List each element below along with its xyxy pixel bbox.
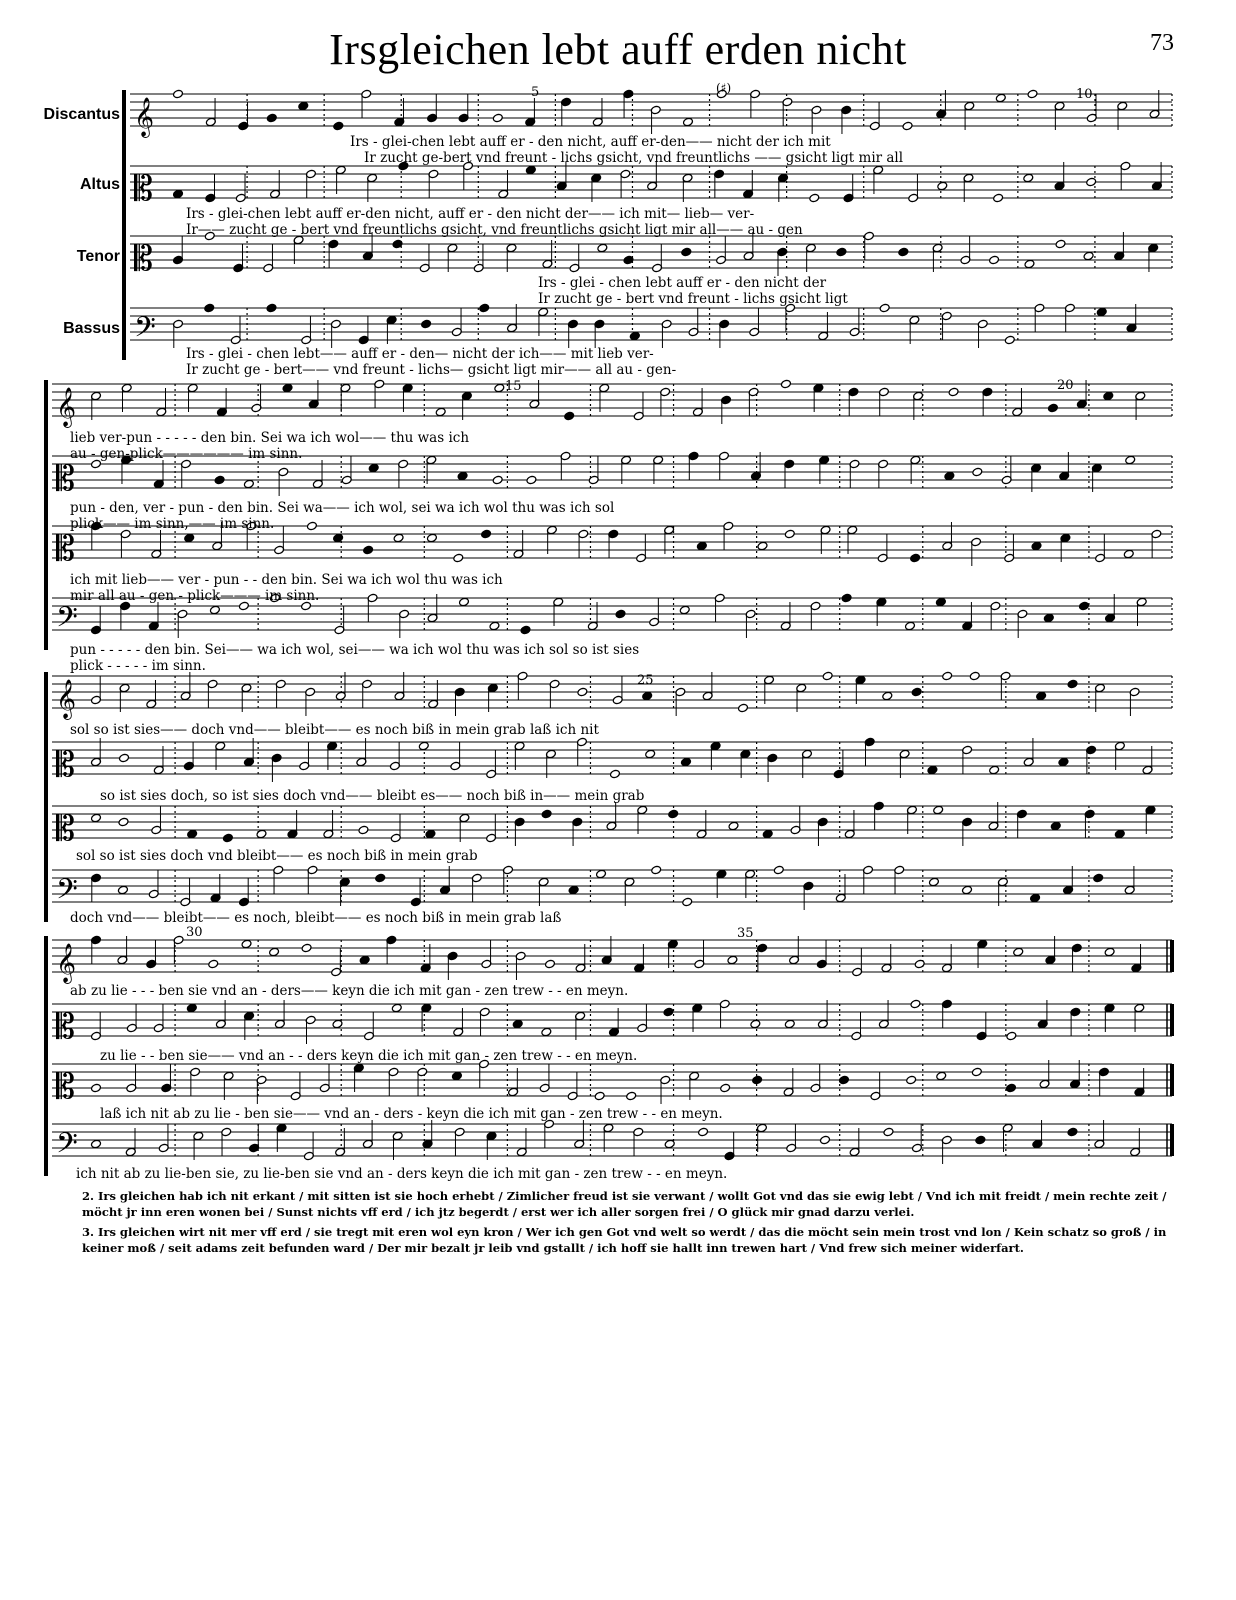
page-number: 73 <box>1150 30 1174 56</box>
notehead <box>282 383 293 393</box>
lyric-line: pun - den, ver - pun - den bin. Sei wa—— ich wol, sei wa ich wol thu was ich sol <box>70 500 615 516</box>
notehead <box>526 475 537 485</box>
bass-clef-icon: 𝄢 <box>134 311 156 351</box>
notehead <box>1047 403 1058 413</box>
lyric-line: Irs - glei - chen lebt auff er - den nicht der <box>538 275 827 291</box>
notehead <box>683 117 694 127</box>
notehead <box>91 1139 102 1149</box>
notehead <box>489 621 500 631</box>
notehead <box>910 553 921 563</box>
notehead <box>668 809 679 819</box>
notehead <box>942 671 953 681</box>
notehead <box>375 873 386 883</box>
notehead <box>208 959 219 969</box>
lyric-line: ich mit lieb—— ver - pun - - den bin. Sei wa ich wol thu was ich <box>70 572 503 588</box>
notehead <box>629 331 640 341</box>
notehead <box>679 605 690 615</box>
notehead <box>243 479 254 489</box>
additional-stanzas <box>82 1188 1172 1260</box>
notehead <box>564 411 575 421</box>
lyric-line: sol so ist sies—— doch vnd—— bleibt—— es noch biß in mein grab laß ich nit <box>70 722 599 738</box>
notehead <box>298 101 309 111</box>
lyric-line: ab zu lie - - - ben sie vnd an - ders—— keyn die ich mit gan - zen trew - - en meyn. <box>70 983 629 999</box>
c-clef-icon: 𝄡 <box>56 1007 75 1047</box>
notehead <box>971 1067 982 1077</box>
notehead <box>1004 335 1015 345</box>
c-clef-icon: 𝄡 <box>134 239 153 279</box>
notehead <box>596 869 607 879</box>
notehead <box>541 809 552 819</box>
lyric-line: plick - - - - - im sinn. <box>70 658 206 674</box>
notehead <box>333 533 344 543</box>
notehead <box>937 181 948 191</box>
notehead <box>1043 613 1054 623</box>
notehead <box>663 1007 674 1017</box>
notehead <box>368 463 379 473</box>
notehead <box>1103 391 1114 401</box>
notehead <box>173 189 184 199</box>
notehead <box>391 1003 402 1013</box>
notehead <box>541 1027 552 1037</box>
notehead <box>989 255 1000 265</box>
lyric-line: Ir—— zucht ge - bert vnd freuntlichs gsicht, vnd freuntlichs gsicht ligt mir all—— au - gen <box>186 222 803 238</box>
lyric-line: Irs - glei-chen lebt auff er-den nicht, auff er - den nicht der—— ich mit— lieb— ver- <box>186 206 755 222</box>
lyric-line: zu lie - - ben sie—— vnd an - - ders keyn die ich mit gan - zen trew - - en meyn. <box>100 1048 638 1064</box>
notehead <box>757 541 768 551</box>
notehead <box>544 959 555 969</box>
c-clef-icon: 𝄡 <box>56 809 75 849</box>
lyric-line: doch vnd—— bleibt—— es noch, bleibt—— es noch biß in mein grab laß <box>70 910 562 926</box>
notehead <box>512 1019 523 1029</box>
lyric-line: lieb ver-pun - - - - - den bin. Sei wa ich wol—— thu was ich <box>70 430 470 446</box>
measure-number: 10 <box>1076 87 1093 102</box>
notehead <box>1114 829 1125 839</box>
c-clef-icon: 𝄡 <box>56 459 75 499</box>
notehead <box>645 749 656 759</box>
notehead <box>914 959 925 969</box>
notehead <box>698 1127 709 1137</box>
bass-clef-icon: 𝄢 <box>56 601 78 641</box>
notehead <box>651 865 662 875</box>
notehead <box>1083 251 1094 261</box>
notehead <box>822 671 833 681</box>
notehead <box>435 407 446 417</box>
lyric-line: au - gen-plick—————— im sinn. <box>70 446 303 462</box>
notehead <box>204 303 215 313</box>
notehead <box>421 319 432 329</box>
notehead <box>820 1135 831 1145</box>
notehead <box>1058 757 1069 767</box>
notehead <box>993 193 1004 203</box>
notehead <box>906 1075 917 1085</box>
notehead <box>184 533 195 543</box>
c-clef-icon: 𝄡 <box>56 1067 75 1107</box>
measure-number: 25 <box>637 673 654 688</box>
lyric-line: Irs - glei - chen lebt—— auff er - den— nicht der ich—— mit lieb ver- <box>186 346 654 362</box>
stanza-3: 3. Irs gleichen wirt nit mer vff erd / sie tregt mit eren wol eyn kron / Wer ich gen Got vnd welt so werdt / das die möcht sein mein trost vnd lon / Kein schatz so groß / in keiner moß / seit adams zeit befunden ward / Der mir bezalt jr leib vnd gstallt / ich hoff sie hallt inn trewen hart / Vnd frew sich meiner widerfart. <box>82 1225 1167 1255</box>
voice-label-tenor: Tenor <box>76 248 120 265</box>
notehead <box>418 741 429 751</box>
notehead <box>306 521 317 531</box>
notehead <box>1055 239 1066 249</box>
notehead <box>882 691 893 701</box>
notehead <box>457 471 468 481</box>
notehead <box>1030 893 1041 903</box>
notehead <box>1006 1031 1017 1041</box>
notehead <box>479 303 490 313</box>
notehead <box>1067 679 1078 689</box>
notehead <box>615 609 626 619</box>
lyric-line: so ist sies doch, so ist sies doch vnd—— bleibt es—— noch biß in—— mein grab <box>100 788 645 804</box>
lyric-line: Irs - glei-chen lebt auff er - den nicht, auff er-den—— nicht der ich mit <box>350 134 831 150</box>
notehead <box>241 939 252 949</box>
notehead <box>359 955 370 965</box>
measure-number: 30 <box>186 925 203 940</box>
notehead <box>363 545 374 555</box>
notehead <box>1050 821 1061 831</box>
notehead <box>898 247 909 257</box>
notehead <box>1013 947 1024 957</box>
lyric-line: ich nit ab zu lie-ben sie, zu lie-ben sie vnd an - ders keyn die ich mit gan - zen trew - - en meyn. <box>76 1166 728 1182</box>
measure-number: 35 <box>737 926 754 941</box>
notehead <box>425 829 436 839</box>
notehead <box>568 885 579 895</box>
notehead <box>451 1071 462 1081</box>
notehead <box>936 1071 947 1081</box>
notehead <box>902 121 913 131</box>
page-title: Irsgleichen lebt auff erden nicht <box>329 25 907 74</box>
c-clef-icon: 𝄡 <box>134 169 153 209</box>
notehead <box>720 1083 731 1093</box>
notehead <box>1093 873 1104 883</box>
notehead <box>836 247 847 257</box>
notehead <box>883 1127 894 1137</box>
notehead <box>989 765 1000 775</box>
notehead <box>1104 947 1115 957</box>
notehead <box>784 1019 795 1029</box>
notehead <box>927 765 938 775</box>
treble-clef-icon: 𝄞 <box>56 943 77 983</box>
lyric-line: Ir zucht ge - bert vnd freunt - lichs gsicht ligt <box>538 291 848 307</box>
notehead <box>750 1019 761 1029</box>
notehead <box>727 955 738 965</box>
lyric-line: Ir zucht ge-bert vnd freunt - lichs gsicht, vnd freuntlichs —— gsicht ligt mir all <box>364 150 904 166</box>
notehead <box>809 193 820 203</box>
notehead <box>173 89 184 99</box>
notehead <box>784 529 795 539</box>
notehead <box>119 753 130 763</box>
notehead <box>393 533 404 543</box>
measure-number: 20 <box>1057 378 1074 393</box>
bass-clef-icon: 𝄢 <box>56 1127 78 1167</box>
notehead <box>301 943 312 953</box>
notehead <box>266 303 277 313</box>
notehead <box>910 999 921 1009</box>
c-clef-icon: 𝄡 <box>56 529 75 569</box>
notehead <box>187 829 198 839</box>
notehead <box>972 467 983 477</box>
measure-number: (♯) <box>716 81 732 95</box>
notehead <box>879 303 890 313</box>
notehead <box>269 947 280 957</box>
voice-label-altus: Altus <box>80 176 120 193</box>
notehead <box>118 817 129 827</box>
notehead <box>1086 177 1097 187</box>
stanza-2: 2. Irs gleichen hab ich nit erkant / mit sitten ist sie hoch erhebt / Zimlicher freud ist sie verwant / wollt Got vnd das sie ewig lebt / Vnd ich mit freidt / mein rechte zeit / möcht jr inn eren wonen bei / Sunst nichts vff erd / ich jtz begerdt / erst wer ich aller sorgen frei / O glück mir gnad darzu verlei. <box>82 1189 1167 1219</box>
notehead <box>948 387 959 397</box>
notehead <box>642 691 653 701</box>
notehead <box>1006 1083 1017 1093</box>
notehead <box>969 671 980 681</box>
notehead <box>209 605 220 615</box>
notehead <box>1078 601 1089 611</box>
notehead <box>928 877 939 887</box>
treble-clef-icon: 𝄞 <box>134 97 155 137</box>
notehead <box>1031 541 1042 551</box>
notehead <box>681 247 692 257</box>
notehead <box>762 829 773 839</box>
notehead <box>626 1091 637 1101</box>
notehead <box>594 1091 605 1101</box>
notehead <box>577 687 588 697</box>
notehead <box>1067 1127 1078 1137</box>
treble-clef-icon: 𝄞 <box>56 387 77 427</box>
notehead <box>1023 173 1034 183</box>
notehead <box>944 471 955 481</box>
lyric-line: mir all au - gen - plick——— im sinn. <box>70 588 320 604</box>
notehead <box>453 553 464 563</box>
notehead <box>962 885 973 895</box>
notehead <box>1096 307 1107 317</box>
notehead <box>426 533 437 543</box>
lyric-line: Ir zucht ge - bert—— vnd freunt - lichs— gsicht ligt mir—— all au - gen- <box>186 362 677 378</box>
notehead <box>91 1083 102 1093</box>
lyric-line: pun - - - - - den bin. Sei—— wa ich wol, sei—— wa ich wol thu was ich sol so ist sies <box>70 642 640 658</box>
voice-label-bassus: Bassus <box>63 320 120 337</box>
notehead <box>728 821 739 831</box>
notehead <box>597 243 608 253</box>
notehead <box>492 475 503 485</box>
notehead <box>186 1003 197 1013</box>
notehead <box>752 1075 763 1085</box>
notehead <box>780 379 791 389</box>
notehead <box>680 757 691 767</box>
treble-clef-icon: 𝄞 <box>56 679 77 719</box>
notehead <box>1036 691 1047 701</box>
notehead <box>266 113 277 123</box>
lyric-line: laß ich nit ab zu lie - ben sie—— vnd an - ders - keyn die ich mit gan - zen trew - - en meyn. <box>100 1106 723 1122</box>
notehead <box>358 825 369 835</box>
notehead <box>911 687 922 697</box>
notehead <box>935 597 946 607</box>
notehead <box>481 529 492 539</box>
notehead <box>1027 89 1038 99</box>
notehead <box>773 865 784 875</box>
notehead <box>520 625 531 635</box>
notehead <box>682 897 693 907</box>
notehead <box>738 703 749 713</box>
notehead <box>117 885 128 895</box>
notehead <box>841 593 852 603</box>
notehead <box>933 805 944 815</box>
lyric-line: plick—— im sinn,—— im sinn. <box>70 516 275 532</box>
notehead <box>333 121 344 131</box>
notehead <box>1125 455 1136 465</box>
bass-clef-icon: 𝄢 <box>56 873 78 913</box>
notehead <box>995 93 1006 103</box>
notehead <box>1123 549 1134 559</box>
notehead <box>458 597 469 607</box>
measure-number: 15 <box>505 379 522 394</box>
notehead <box>1024 259 1035 269</box>
measure-number: 5 <box>531 85 540 100</box>
voice-label-discantus: Discantus <box>43 106 120 123</box>
lyric-line: sol so ist sies doch vnd bleibt—— es noch biß in mein grab <box>76 848 478 864</box>
notehead <box>214 475 225 485</box>
notehead <box>975 1135 986 1145</box>
notehead <box>492 113 503 123</box>
notehead <box>91 813 102 823</box>
notehead <box>609 769 620 779</box>
notehead <box>696 541 707 551</box>
notehead <box>222 833 233 843</box>
c-clef-icon: 𝄡 <box>56 745 75 785</box>
notehead <box>494 383 505 393</box>
notehead <box>525 165 536 175</box>
notehead <box>838 1075 849 1085</box>
notehead <box>904 621 915 631</box>
